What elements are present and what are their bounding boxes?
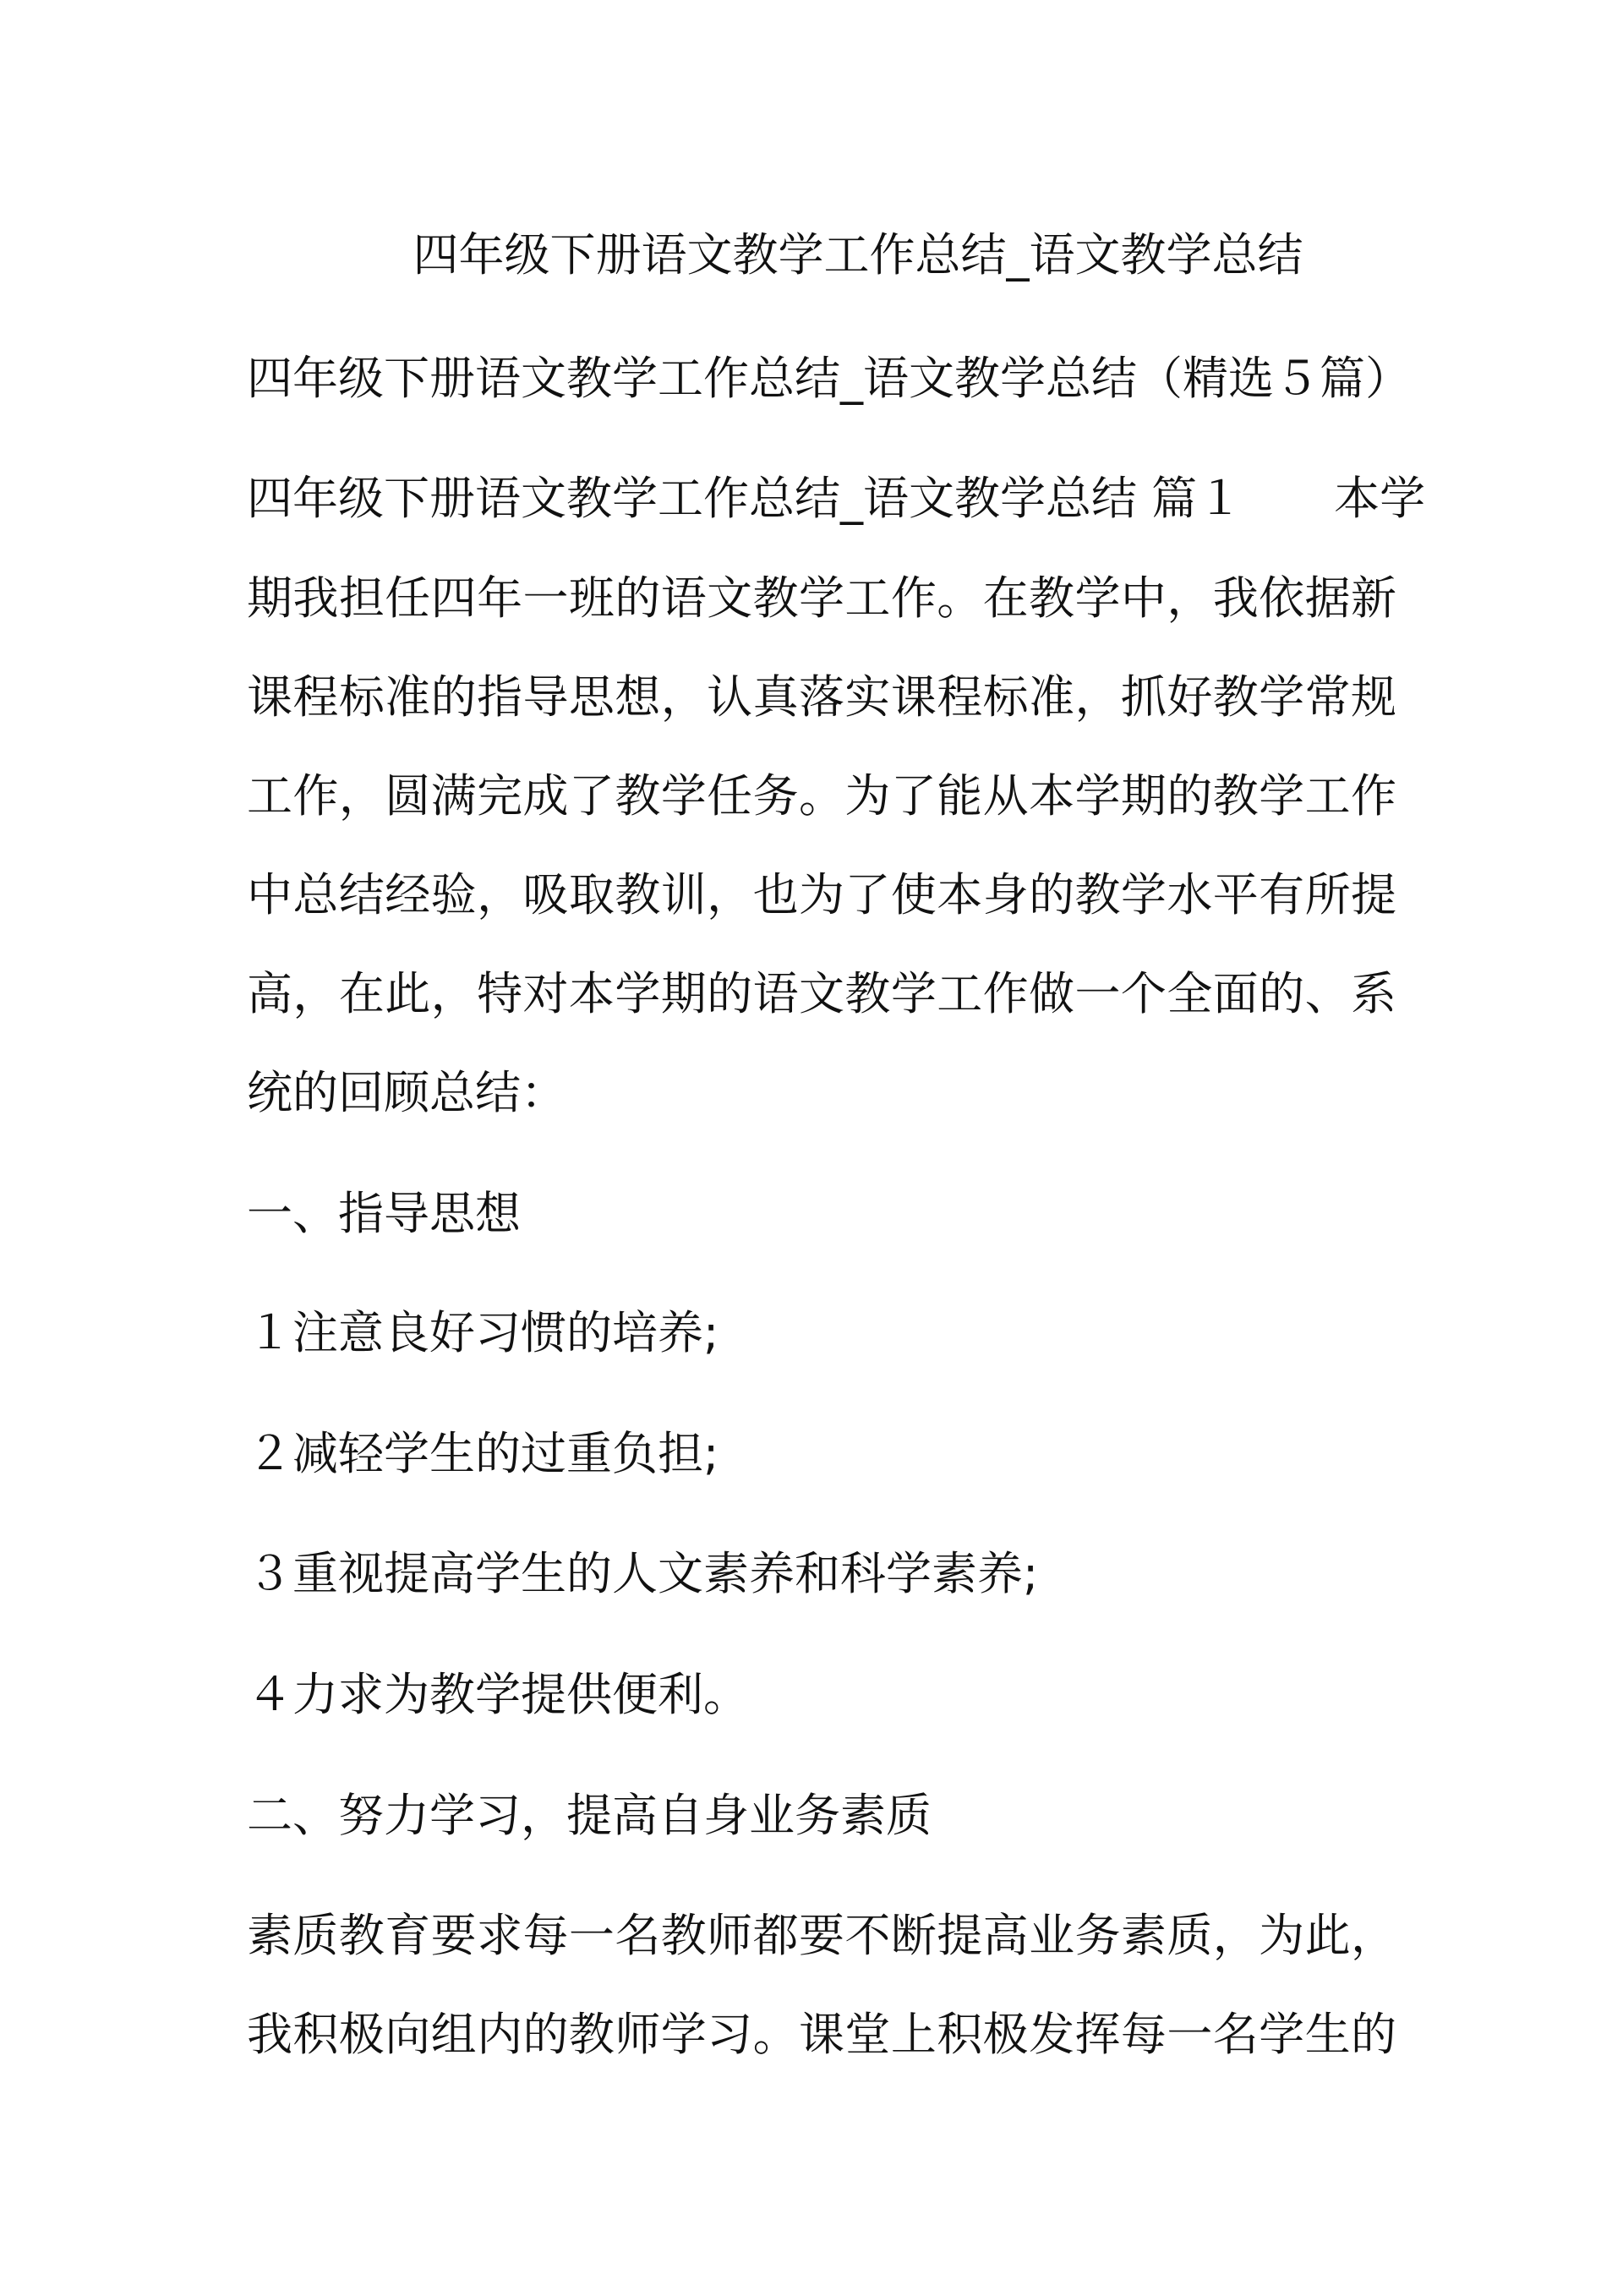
section2-line-0: 素质教育要求每一名教师都要不断提高业务素质，为此，: [247, 1909, 1396, 1962]
intro-line-0: 本学: [1334, 472, 1426, 525]
section1-item: ３重视提高学生的人文素养和科学素养;: [247, 1547, 1039, 1600]
document-title: 四年级下册语文教学工作总结_语文教学总结: [413, 228, 1303, 282]
section1-item: ４力求为教学提供便利。: [247, 1668, 749, 1721]
section2-heading: 二、努力学习，提高自身业务素质: [247, 1789, 932, 1842]
intro-line-5: 高，在此，特对本学期的语文教学工作做一个全面的、系: [247, 967, 1396, 1020]
section1-heading: 一、指导思想: [247, 1187, 521, 1240]
section1-item: １注意良好习惯的培养;: [247, 1306, 719, 1359]
intro-line-3: 工作，圆满完成了教学任务。为了能从本学期的教学工作: [247, 769, 1396, 823]
intro-line-4: 中总结经验，吸取教训，也为了使本身的教学水平有所提: [247, 868, 1396, 921]
part1-heading: 四年级下册语文教学工作总结_语文教学总结 篇１: [247, 472, 1243, 525]
section1-item: ２减轻学生的过重负担;: [247, 1427, 719, 1480]
intro-line-6: 统的回顾总结：: [247, 1066, 566, 1119]
section2-line-1: 我积极向组内的教师学习。课堂上积极发挥每一名学生的: [247, 2008, 1396, 2061]
intro-line-2: 课程标准的指导思想，认真落实课程标准，抓好教学常规: [247, 670, 1396, 724]
document-subtitle: 四年级下册语文教学工作总结_语文教学总结（精选５篇）: [247, 352, 1411, 405]
part1-first-line: [247, 465, 1426, 533]
intro-line-1: 期我担任四年一班的语文教学工作。在教学中，我依据新: [247, 571, 1396, 625]
